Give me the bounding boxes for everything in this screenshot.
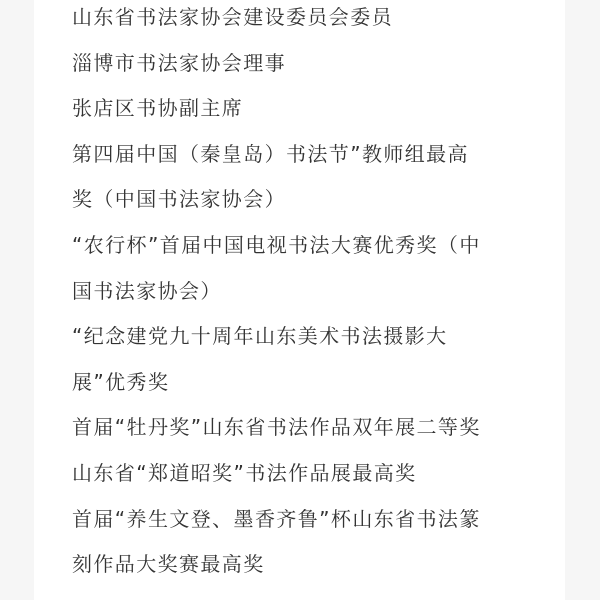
- list-item: 首届“养生文登、墨香齐鲁”杯山东省书法篆: [72, 506, 481, 531]
- article-card: [34, 0, 565, 600]
- list-item: 山东省书法家协会建设委员会委员: [72, 5, 393, 29]
- honors-list: [72, 0, 542, 588]
- list-item: 首届“牡丹奖”山东省书法作品双年展二等奖: [72, 415, 481, 440]
- list-item: “纪念建党九十周年山东美术书法摄影大: [72, 324, 448, 349]
- list-item: 张店区书协副主席: [72, 96, 244, 121]
- list-item: 奖（中国书法家协会）: [72, 187, 286, 212]
- list-item: 国书法家协会）: [72, 278, 222, 303]
- list-item: 山东省“郑道昭奖”书法作品展最高奖: [72, 460, 417, 485]
- list-item: 淄博市书法家协会理事: [72, 50, 286, 75]
- list-item: “农行杯”首届中国电视书法大赛优秀奖（中: [72, 232, 481, 257]
- list-item: 刻作品大奖赛最高奖: [72, 552, 265, 577]
- list-item: 展”优秀奖: [72, 369, 170, 394]
- list-item: 第四届中国（秦皇岛）书法节”教师组最高: [72, 141, 469, 166]
